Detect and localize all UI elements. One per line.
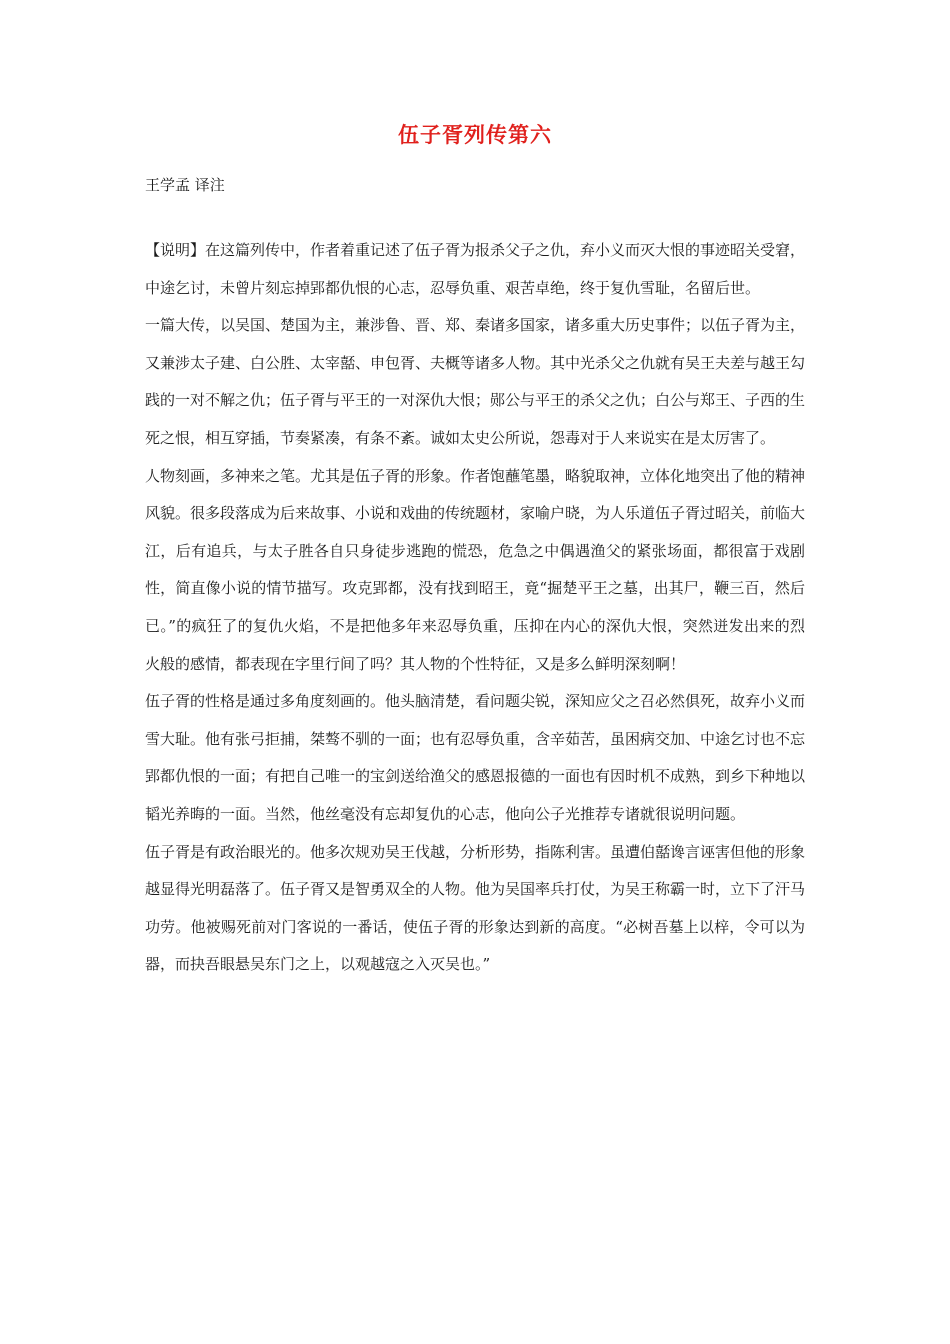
paragraph-characterization: 人物刻画，多神来之笔。尤其是伍子胥的形象。作者饱蘸笔墨，略貌取神，立体化地突出了他的精神风貌。很多段落成为后来故事、小说和戏曲的传统题材，家喻户晓，为人乐道伍子胥过昭关，前临大江，后有追兵，与太子胜各自只身徒步逃跑的慌恐，危急之中偶遇渔父的紧张场面，都很富于戏剧性，简直像小说的情节描写。攻克郢都，没有找到昭王，竟“掘楚平王之墓，出其尸，鞭三百，然后已。”的疯狂了的复仇火焰，不是把他多年来忍辱负重，压抑在内心的深仇大恨，突然迸发出来的烈火般的感情，都表现在字里行间了吗？其人物的个性特征，又是多么鲜明深刻啊！ — [145, 466, 806, 673]
paragraph-structure: 一篇大传，以吴国、楚国为主，兼涉鲁、晋、郑、秦诸多国家，诸多重大历史事件；以伍子胥为主，又兼涉太子建、白公胜、太宰嚭、申包胥、夫概等诸多人物。其中光杀父之仇就有吴王夫差与越王勾践的一对不解之仇；伍子胥与平王的一对深仇大恨；郧公与平王的杀父之仇；白公与郑王、子西的生死之恨，相互穿插，节奏紧凑，有条不紊。诚如太史公所说，怨毒对于人来说实在是太厉害了。 — [145, 316, 806, 447]
paragraph-personality: 伍子胥的性格是通过多角度刻画的。他头脑清楚，看问题尖锐，深知应父之召必然俱死，故弃小义而雪大耻。他有张弓拒捕，桀骜不驯的一面；也有忍辱负重，含辛茹苦，虽困病交加、中途乞讨也不忘郢都仇恨的一面；有把自己唯一的宝剑送给渔父的感恩报德的一面也有因时机不成熟，到乡下种地以韬光养晦的一面。当然，他丝毫没有忘却复仇的心志，他向公子光推荐专诸就很说明问题。 — [145, 692, 806, 823]
document-body — [145, 232, 805, 984]
paragraph-political-vision: 伍子胥是有政治眼光的。他多次规劝吴王伐越，分析形势，指陈利害。虽遭伯嚭谗言诬害但他的形象越显得光明磊落了。伍子胥又是智勇双全的人物。他为吴国率兵打仗，为吴王称霸一时，立下了汗马功劳。他被赐死前对门客说的一番话，使伍子胥的形象达到新的高度。“必树吾墓上以梓，令可以为器，而抉吾眼悬吴东门之上，以观越寇之入灭吴也。” — [145, 842, 806, 974]
document-title: 伍子胥列传第六 — [398, 122, 552, 147]
paragraph-explanation: 【说明】在这篇列传中，作者着重记述了伍子胥为报杀父子之仇，弃小义而灭大恨的事迹昭关受窘，中途乞讨，未曾片刻忘掉郢都仇恨的心志，忍辱负重、艰苦卓绝，终于复仇雪耻，名留后世。 — [145, 241, 806, 297]
document-author: 王学孟 译注 — [145, 176, 225, 194]
